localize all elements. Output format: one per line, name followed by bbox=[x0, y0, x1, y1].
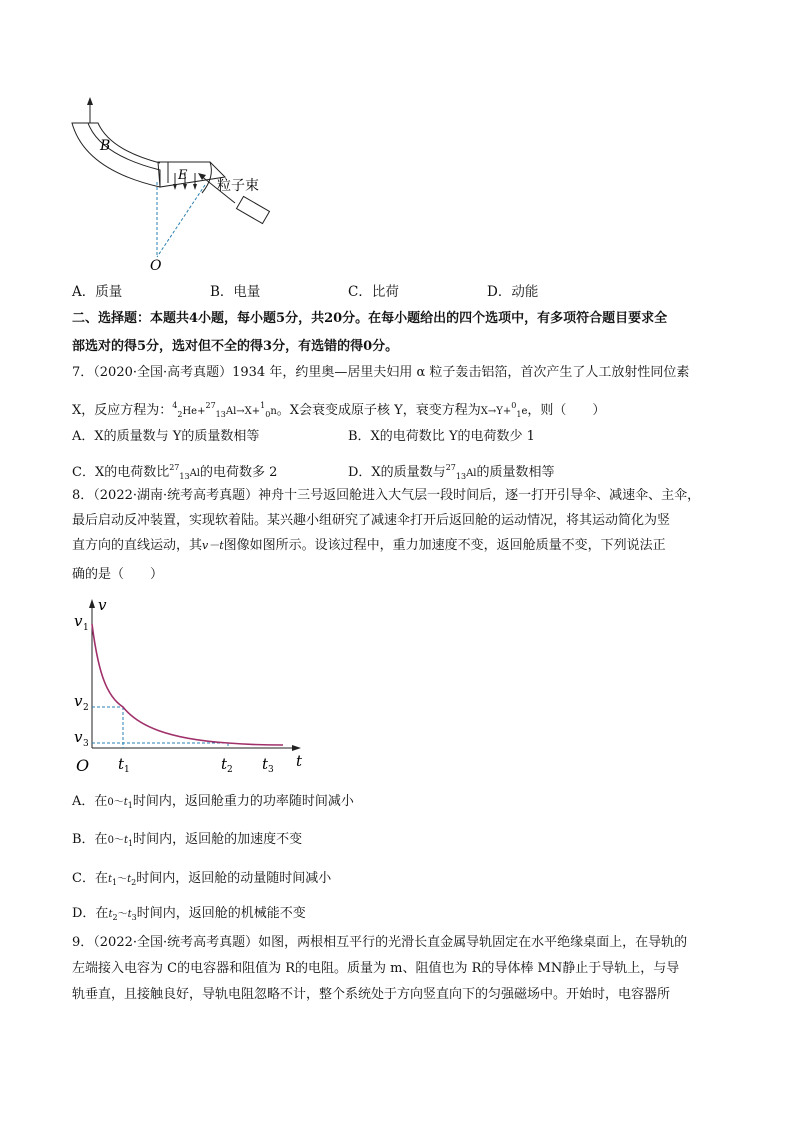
decay-equation: X→Y+$^0_1$e bbox=[480, 401, 528, 419]
q6-option-a: A．质量 bbox=[72, 284, 123, 300]
label-t1: t bbox=[118, 755, 125, 773]
q8-option-a: A．在$0\sim t_1$时间内，返回舱重力的功率随时间减小 bbox=[72, 794, 354, 810]
label-v2: v bbox=[74, 692, 83, 710]
svg-text:1: 1 bbox=[124, 765, 130, 775]
q9-line2: 左端接入电容为 C的电容器和阻值为 R的电阻。质量为 m、阻值也为 R的导体棒 MN静止于导轨上，与导 bbox=[72, 961, 680, 976]
q7-stem-line1: 7．（2020·全国·高考真题）1934 年，约里奥—居里夫妇用 α 粒子轰击铝箔，首次产生了人工放射性同位素 bbox=[72, 365, 690, 380]
vt-curve bbox=[92, 624, 283, 745]
q6-option-c: C．比荷 bbox=[348, 284, 399, 300]
origin-label: O bbox=[76, 756, 90, 775]
section2-line2: 部选对的得5分，选对但不全的得3分，有选错的得0分。 bbox=[72, 339, 399, 354]
q8-option-d: D．在$t_2\sim t_3$时间内，返回舱的机械能不变 bbox=[72, 906, 306, 922]
svg-text:2: 2 bbox=[83, 703, 89, 713]
svg-text:3: 3 bbox=[83, 739, 89, 749]
svg-text:3: 3 bbox=[268, 765, 274, 775]
svg-text:2: 2 bbox=[227, 765, 233, 775]
section2-line1: 二、选择题：本题共4小题，每小题5分，共20分。在每小题给出的四个选项中，有多项符合题目要求全 bbox=[72, 311, 668, 326]
label-beam: 粒子束 bbox=[217, 178, 259, 194]
axis-label-v: v bbox=[98, 596, 107, 614]
label-B: B bbox=[100, 138, 111, 154]
q7-stem-line2: X，反应方程为：$^4_2$He+$^{27}_{13}$Al→X+$^1_0$n。X会衰变成原子核 Y，衰变方程为X→Y+$^0_1$e，则（ ） bbox=[72, 401, 606, 419]
svg-text:1: 1 bbox=[83, 623, 89, 633]
reaction-equation: $^4_2$He+$^{27}_{13}$Al→X+$^1_0$n bbox=[172, 401, 277, 419]
label-t3: t bbox=[262, 755, 269, 773]
label-E: E bbox=[178, 168, 188, 183]
q8-line4: 确的是（ ） bbox=[72, 567, 164, 582]
axis-label-t: t bbox=[296, 752, 303, 770]
q8-line3: 直方向的直线运动，其v－t图像如图所示。设该过程中，重力加速度不变，返回舱质量不变，下列说法正 bbox=[72, 538, 666, 553]
q8-line1: 8．（2022·湖南·统考高考真题）神舟十三号返回舱进入大气层一段时间后，逐一打开引导伞、减速伞、主伞， bbox=[72, 488, 701, 503]
q6-option-b: B．电量 bbox=[210, 284, 261, 300]
q7-option-c: C．X的电荷数比$^{27}_{13}$Al的电荷数多 2 bbox=[72, 463, 278, 481]
q9-line3: 轨垂直，且接触良好，导轨电阻忽略不计，整个系统处于方向竖直向下的匀强磁场中。开始时，电容器所 bbox=[72, 987, 671, 1002]
q8-line2: 最后启动反冲装置，实现软着陆。某兴趣小组研究了减速伞打开后返回舱的运动情况，将其运动简化为竖 bbox=[72, 513, 671, 528]
label-t2: t bbox=[221, 755, 228, 773]
label-O: O bbox=[150, 258, 162, 274]
figure-particle-selector bbox=[60, 95, 290, 275]
q6-option-d: D．动能 bbox=[487, 284, 539, 300]
q8-option-b: B．在$0\sim t_1$时间内，返回舱的加速度不变 bbox=[72, 832, 303, 848]
q8-option-c: C．在$t_1\sim t_2$时间内，返回舱的动量随时间减小 bbox=[72, 871, 332, 887]
label-v1: v bbox=[74, 612, 83, 630]
q7-option-b: B．X的电荷数比 Y的电荷数少 1 bbox=[348, 429, 535, 444]
q7-option-a: A．X的质量数与 Y的质量数相等 bbox=[72, 429, 260, 444]
vt-graph bbox=[68, 596, 318, 776]
q7-option-d: D．X的质量数与$^{27}_{13}$Al的质量数相等 bbox=[348, 463, 555, 481]
q9-line1: 9．（2022·全国·统考高考真题）如图，两根相互平行的光滑长直金属导轨固定在水平绝缘桌面上，在导轨的 bbox=[72, 935, 688, 950]
label-v3: v bbox=[74, 728, 83, 746]
